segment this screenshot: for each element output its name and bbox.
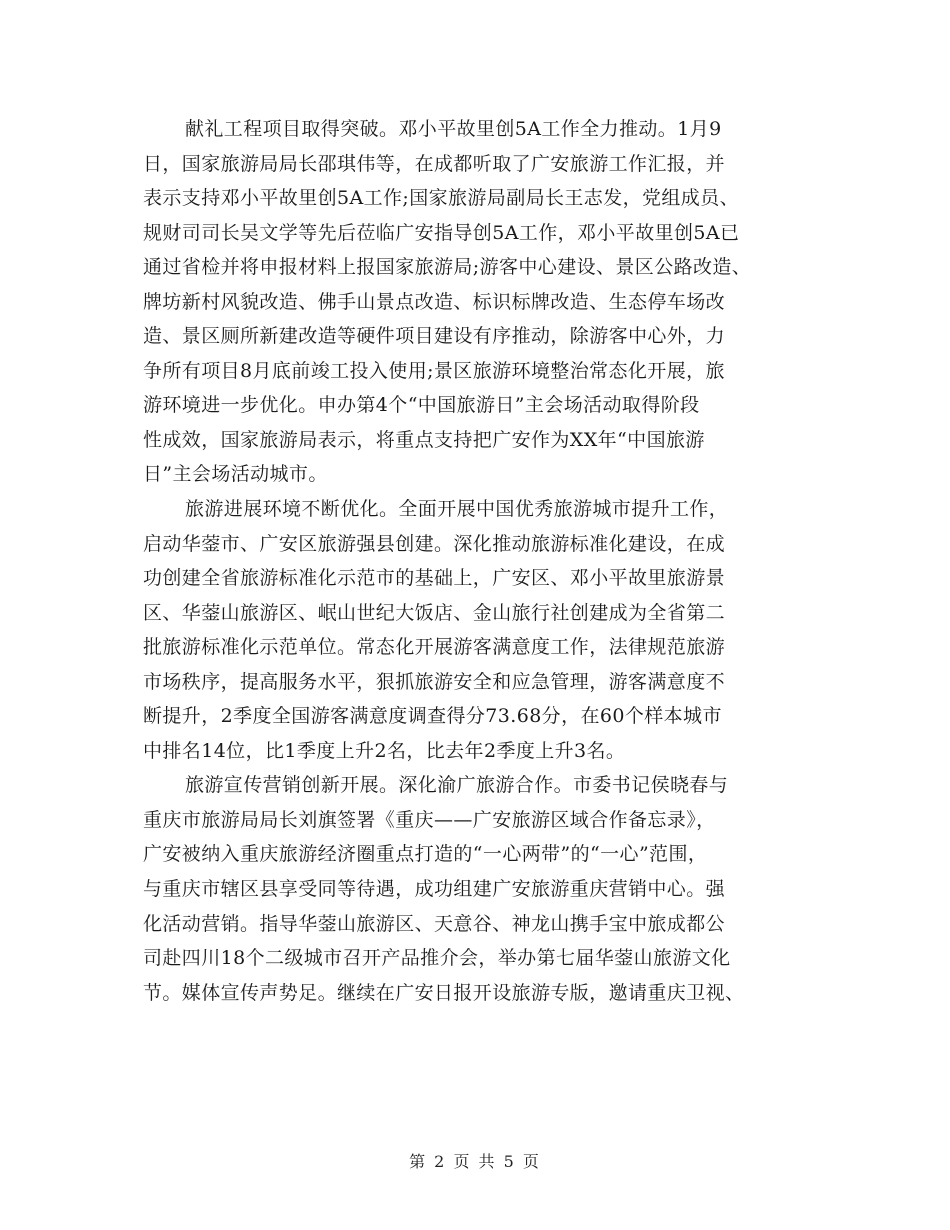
paragraph-1-line: 表示支持邓小平故里创5A工作;国家旅游局副局长王志发，党组成员、 bbox=[143, 187, 740, 210]
paragraph-3-line: 旅游宣传营销创新开展。深化渝广旅游合作。市委书记侯晓春与 bbox=[185, 774, 729, 797]
paragraph-1-line: 献礼工程项目取得突破。邓小平故里创5A工作全力推动。1月9 bbox=[185, 118, 722, 140]
paragraph-1-line: 通过省检并将申报材料上报国家旅游局;游客中心建设、景区公路改造、 bbox=[143, 256, 752, 279]
paragraph-2-line: 中排名14位，比1季度上升2名，比去年2季度上升3名。 bbox=[143, 739, 626, 762]
paragraph-2-line: 功创建全省旅游标准化示范市的基础上，广安区、邓小平故里旅游景 bbox=[143, 567, 726, 590]
document-body bbox=[143, 112, 823, 1010]
paragraph-3-line: 化活动营销。指导华蓥山旅游区、天意谷、神龙山携手宝中旅成都公 bbox=[143, 912, 726, 935]
paragraph-1-line: 规财司司长吴文学等先后莅临广安指导创5A工作，邓小平故里创5A已 bbox=[143, 221, 740, 244]
paragraph-1-line: 性成效，国家旅游局表示，将重点支持把广安作为XX年“中国旅游 bbox=[143, 428, 705, 451]
paragraph-1-line: 日”主会场活动城市。 bbox=[143, 463, 328, 486]
paragraph-1-line: 牌坊新村风貌改造、佛手山景点改造、标识标牌改造、生态停车场改 bbox=[143, 290, 726, 313]
paragraph-2-line: 启动华蓥市、广安区旅游强县创建。深化推动旅游标准化建设，在成 bbox=[143, 532, 726, 555]
paragraph-1-line: 造、景区厕所新建改造等硬件项目建设有序推动，除游客中心外，力 bbox=[143, 325, 726, 348]
paragraph-3-line: 节。媒体宣传声势足。继续在广安日报开设旅游专版，邀请重庆卫视、 bbox=[143, 981, 745, 1004]
paragraph-1-line: 日，国家旅游局局长邵琪伟等，在成都听取了广安旅游工作汇报，并 bbox=[143, 152, 726, 175]
paragraph-2-line: 断提升，2季度全国游客满意度调查得分73.68分，在60个样本城市 bbox=[143, 705, 722, 728]
paragraph-3-line: 司赴四川18个二级城市召开产品推介会，举办第七届华蓥山旅游文化 bbox=[143, 947, 731, 970]
paragraph-3-line: 与重庆市辖区县享受同等待遇，成功组建广安旅游重庆营销中心。强 bbox=[143, 878, 726, 901]
paragraph-2-line: 区、华蓥山旅游区、岷山世纪大饭店、金山旅行社创建成为全省第二 bbox=[143, 601, 726, 624]
page-footer: 第 2 页 共 5 页 bbox=[409, 1152, 541, 1171]
paragraph-1-line: 争所有项目8月底前竣工投入使用;景区旅游环境整治常态化开展，旅 bbox=[143, 359, 725, 382]
paragraph-1-line: 游环境进一步优化。申办第4个“中国旅游日”主会场活动取得阶段 bbox=[143, 394, 700, 417]
paragraph-2-line: 市场秩序，提高服务水平，狠抓旅游安全和应急管理，游客满意度不 bbox=[143, 670, 726, 693]
paragraph-3-line: 广安被纳入重庆旅游经济圈重点打造的“一心两带”的“一心”范围， bbox=[143, 843, 708, 866]
paragraph-2-line: 旅游进展环境不断优化。全面开展中国优秀旅游城市提升工作， bbox=[185, 498, 729, 521]
paragraph-3-line: 重庆市旅游局局长刘旗签署《重庆——广安旅游区域合作备忘录》， bbox=[143, 808, 716, 831]
paragraph-2-line: 批旅游标准化示范单位。常态化开展游客满意度工作，法律规范旅游 bbox=[143, 636, 726, 659]
